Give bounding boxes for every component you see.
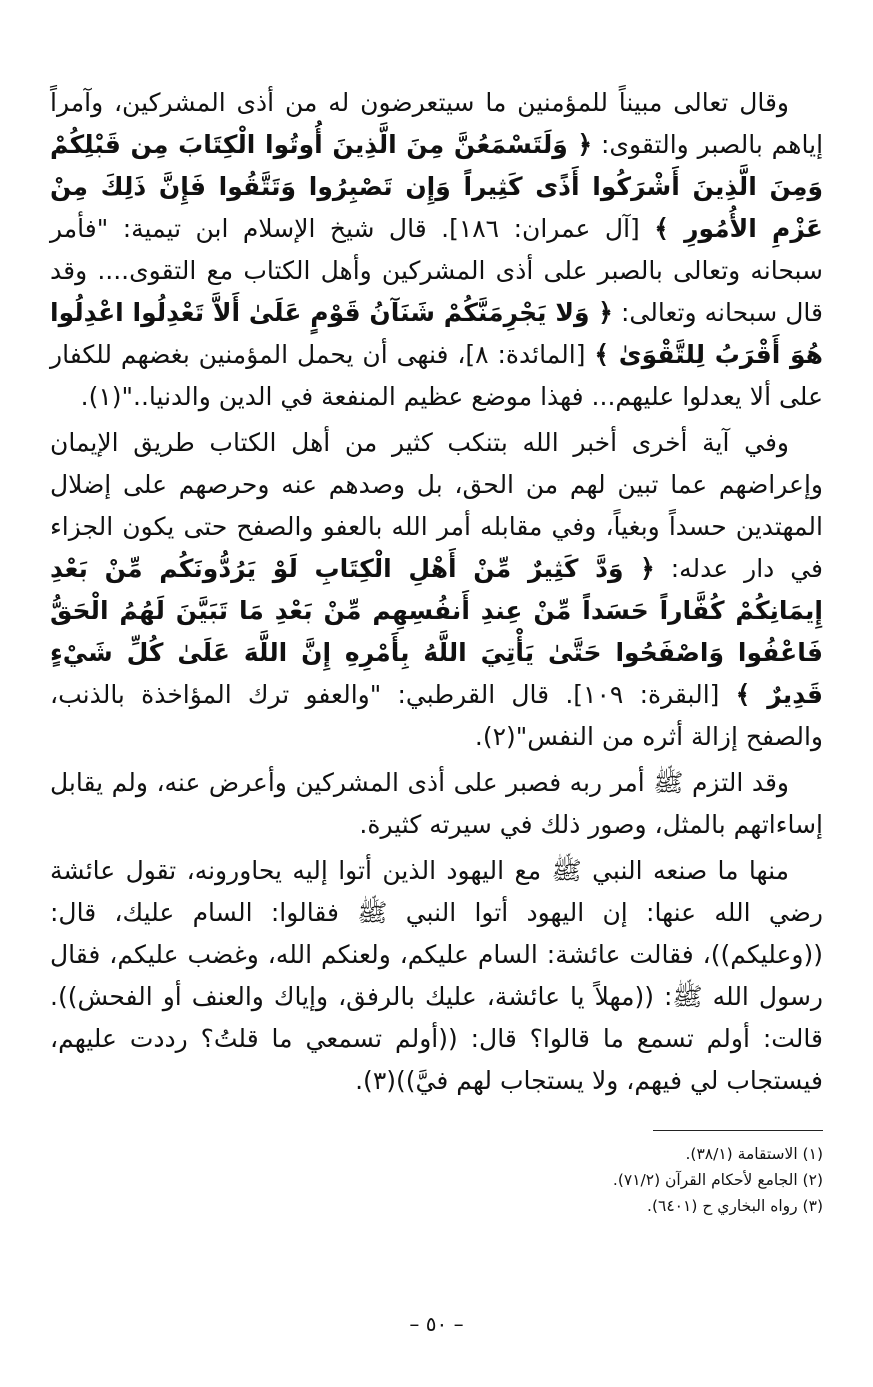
quran-quote: ﴿ وَلا يَجْرِمَنَّكُمْ شَنَآنُ قَوْمٍ عَلَىٰ أَلاَّ تَعْدِلُوا اعْدِلُوا هُوَ أَقْرَبُ لِلتَّقْوَىٰ ﴾ [50, 298, 823, 369]
paragraph-text: منها ما صنعه النبي ﷺ مع اليهود الذين أتوا إليه يحاورونه، تقول عائشة رضي الله عنها: إن اليهود أتوا النبي ﷺ فقالوا: السام عليك، قال: ((وعليكم))، فقالت عائشة: السام عليكم، ولعنكم الله، وغضب عليكم، فقال رسول الله ﷺ: ((مهلاً يا عائشة، عليك بالرفق، وإياك والعنف أو الفحش)). قالت: أولم تسمع ما قالوا؟ قال: ((أولم تسمعي ما قلتُ؟ رددت عليهم، فيستجاب لي فيهم، ولا يستجاب لهم فيَّ))(٣). [50, 856, 823, 1095]
footnote-2: (٢) الجامع لأحكام القرآن (٧١/٢). [612, 1171, 823, 1189]
paragraph-2 [50, 422, 823, 758]
paragraph-4 [50, 850, 823, 1102]
footnote-divider [653, 1130, 823, 1131]
paragraph-text: [البقرة: ١٠٩]. قال القرطبي: "والعفو ترك المؤاخذة بالذنب، والصفح إزالة أثره من النفس"(٢). [50, 680, 823, 751]
paragraph-text: [آل عمران: ١٨٦]. قال شيخ الإسلام ابن تيمية: "فأمر سبحانه وتعالى بالصبر على أذى المشركين وأهل الكتاب مع التقوى.... وقد قال سبحانه وتعالى: [50, 214, 823, 327]
page-number: – ٥٠ – [409, 1312, 464, 1336]
quran-quote: ﴿ وَدَّ كَثِيرٌ مِّنْ أَهْلِ الْكِتَابِ لَوْ يَرُدُّونَكُم مِّنْ بَعْدِ إِيمَانِكُمْ كُفَّاراً حَسَداً مِّنْ عِندِ أَنفُسِهِم مِّنْ بَعْدِ مَا تَبَيَّنَ لَهُمُ الْحَقُّ فَاعْفُوا وَاصْفَحُوا حَتَّىٰ يَأْتِيَ اللَّهُ بِأَمْرِهِ إِنَّ اللَّهَ عَلَىٰ كُلِّ شَيْءٍ قَدِيرٌ ﴾ [50, 554, 824, 709]
footnote-3: (٣) رواه البخاري ح (٦٤٠١). [647, 1197, 823, 1215]
paragraph-1 [50, 82, 823, 418]
paragraph-text: وقال تعالى مبيناً للمؤمنين ما سيتعرضون له من أذى المشركين، وآمراً إياهم بالصبر والتقوى: [50, 88, 824, 159]
footnotes [50, 1141, 823, 1219]
paragraph-text: وفي آية أخرى أخبر الله بتنكب كثير من أهل الكتاب طريق الإيمان وإعراضهم عما تبين لهم من الحق، بل وصدهم عنه وحرصهم على إضلال المهتدين حسداً وبغياً، وفي مقابله أمر الله بالعفو والصفح حتى يكون الجزاء في دار عدله: [50, 428, 823, 583]
footnote-1: (١) الاستقامة (٣٨/١). [685, 1145, 823, 1163]
quran-quote: ﴿ وَلَتَسْمَعُنَّ مِنَ الَّذِينَ أُوتُوا الْكِتَابَ مِن قَبْلِكُمْ وَمِنَ الَّذِينَ أَشْرَكُوا أَذًى كَثِيراً وَإِن تَصْبِرُوا وَتَتَّقُوا فَإِنَّ ذَلِكَ مِنْ عَزْمِ الأُمُورِ ﴾ [50, 130, 823, 243]
paragraph-3 [50, 762, 823, 846]
paragraph-text: وقد التزم ﷺ أمر ربه فصبر على أذى المشركين وأعرض عنه، ولم يقابل إساءاتهم بالمثل، وصور ذلك في سيرته كثيرة. [50, 768, 823, 839]
paragraph-text: [المائدة: ٨]، فنهى أن يحمل المؤمنين بغضهم للكفار على ألا يعدلوا عليهم... فهذا موضع عظيم المنفعة في الدين والدنيا.."(١). [50, 340, 823, 411]
